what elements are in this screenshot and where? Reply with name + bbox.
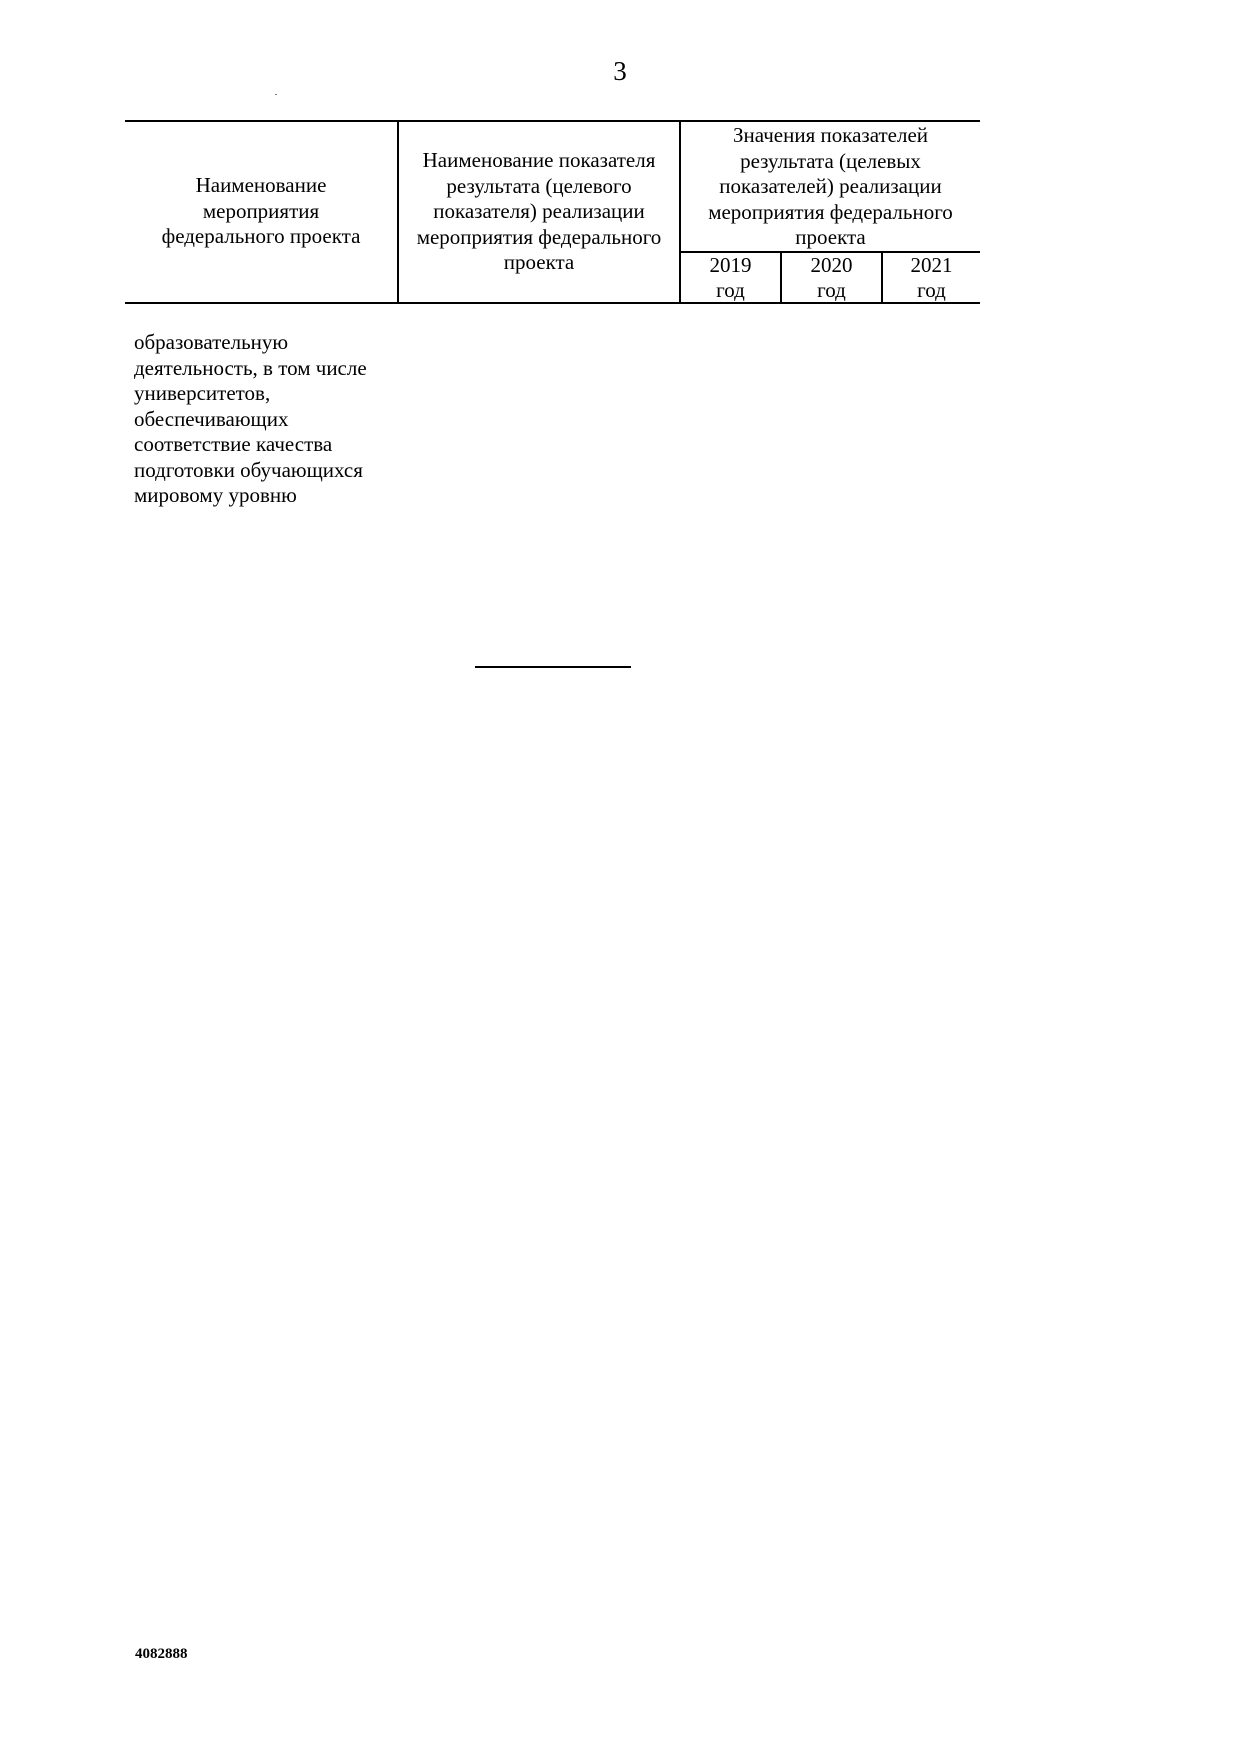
header-line: Наименование xyxy=(195,173,327,197)
year-label: 2019 xyxy=(709,253,752,277)
header-year-2021 xyxy=(883,253,980,302)
continuation-text xyxy=(134,330,367,509)
header-cell-indicator-values xyxy=(681,122,980,253)
header-line: проекта xyxy=(503,250,575,274)
scan-artifact xyxy=(275,94,277,95)
header-cell-event-name xyxy=(125,122,399,302)
year-unit: год xyxy=(917,278,946,302)
year-label: 2020 xyxy=(810,253,853,277)
header-line: федерального проекта xyxy=(161,224,361,248)
header-line: проекта xyxy=(795,225,866,249)
text-line: обеспечивающих xyxy=(134,406,289,431)
document-code: 4082888 xyxy=(135,1646,188,1662)
header-line: Значения показателей xyxy=(732,123,929,147)
end-separator-line xyxy=(475,666,631,668)
text-line: соответствие качества xyxy=(134,432,333,456)
header-line: мероприятия федерального xyxy=(708,199,953,224)
text-line: мировому уровню xyxy=(134,483,297,507)
header-line: результата (целевых xyxy=(740,148,921,173)
header-cell-indicator-name xyxy=(399,122,681,302)
year-unit: год xyxy=(817,278,846,302)
header-line: результата (целевого xyxy=(446,173,632,198)
text-line: подготовки обучающихся xyxy=(134,457,363,482)
header-line: показателей) реализации xyxy=(719,174,942,198)
header-line: показателя) реализации xyxy=(433,199,645,223)
header-line: мероприятия xyxy=(202,198,320,223)
year-unit: год xyxy=(716,278,745,302)
text-line: университетов, xyxy=(134,381,271,405)
text-line: образовательную xyxy=(134,330,289,354)
header-year-2019 xyxy=(681,253,782,302)
table-header xyxy=(125,120,980,304)
header-year-2020 xyxy=(782,253,883,302)
header-line: Наименование показателя xyxy=(422,148,656,172)
page-number: 3 xyxy=(613,56,627,86)
text-line: деятельность, в том числе xyxy=(134,355,367,380)
header-line: мероприятия федерального xyxy=(416,224,662,249)
year-label: 2021 xyxy=(910,253,953,277)
